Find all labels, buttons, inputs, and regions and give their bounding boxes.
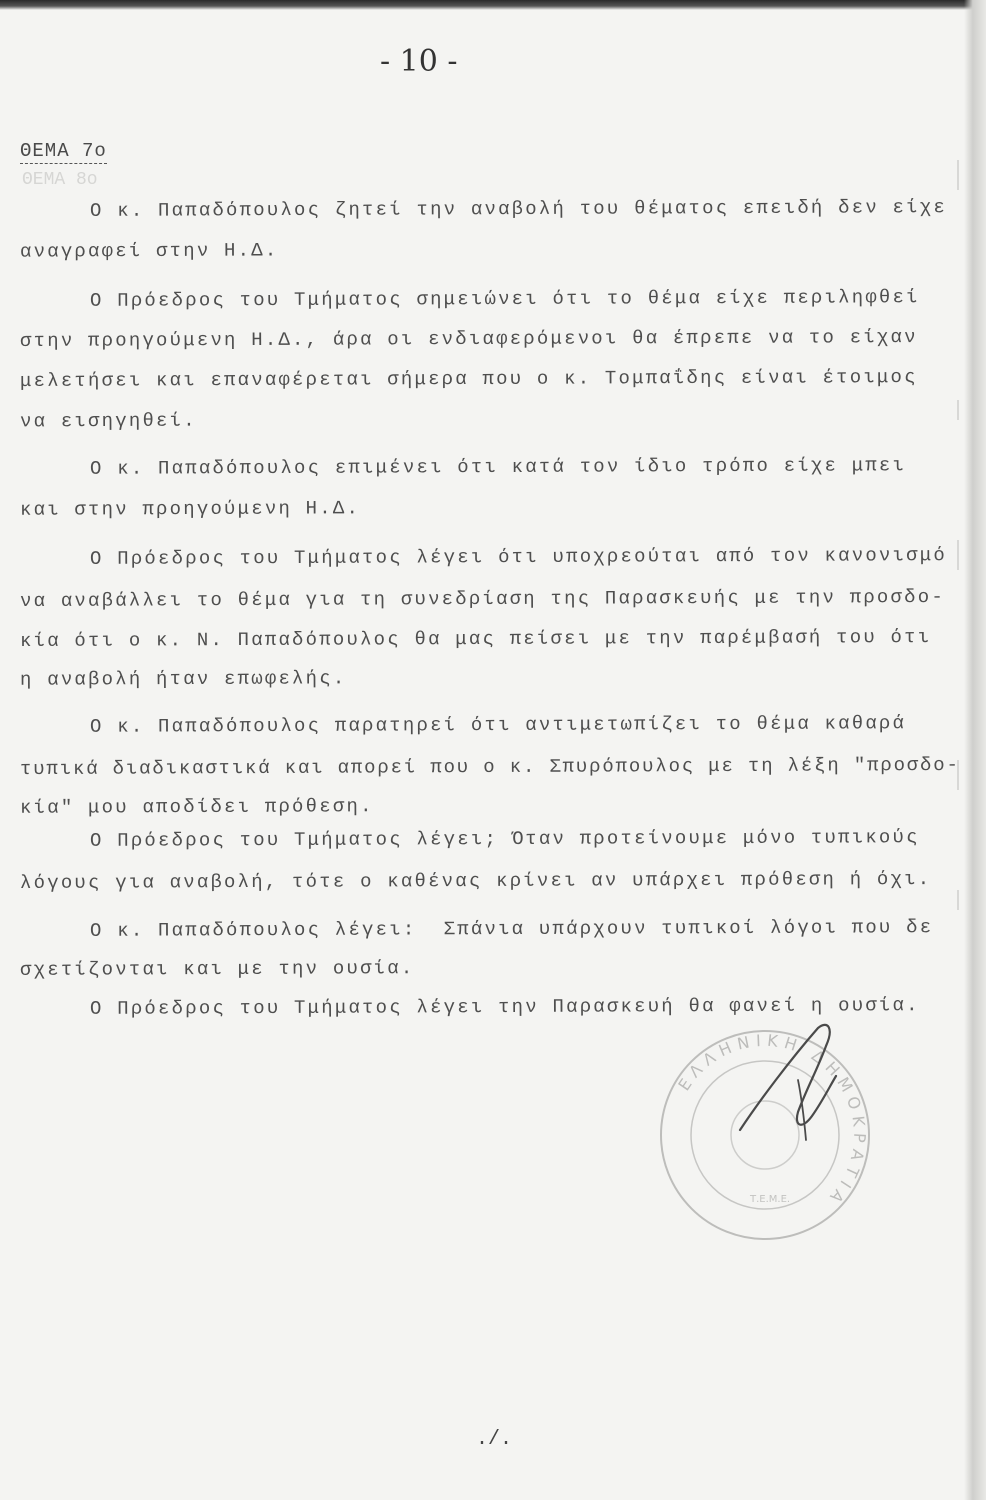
text-line: λόγους για αναβολή, τότε ο καθένας κρίνει αν υπάρχει πρόθεση ή όχι.: [19, 868, 932, 894]
text-line: και στην προηγούμενη Η.Δ.: [19, 497, 361, 521]
text-line: κία" μου αποδίδει πρόθεση.: [19, 795, 374, 819]
text-line: Ο Πρόεδρος του Τμήματος λέγει; Όταν προτείνουμε μόνο τυπικούς: [89, 826, 920, 852]
text-line: στην προηγούμενη Η.Δ., άρα οι ενδιαφερόμενοι θα έπρεπε να το είχαν: [19, 326, 918, 352]
text-line: αναγραφεί στην Η.Δ.: [19, 239, 279, 263]
text-line: Ο κ. Παπαδόπουλος λέγει: Σπάνια υπάρχουν τυπικοί λόγοι που δε: [89, 916, 934, 942]
margin-marks: [952, 150, 964, 1250]
section-heading: ΘΕΜΑ 7ο: [20, 140, 107, 162]
text-line: Ο κ. Παπαδόπουλος παρατηρεί ότι αντιμετωπίζει το θέμα καθαρά: [89, 712, 907, 738]
text-line: Ο κ. Παπαδόπουλος επιμένει ότι κατά τον ίδιο τρόπο είχε μπει: [89, 454, 907, 480]
text-line: να αναβάλλει το θέμα για τη συνεδρίαση της Παρασκευής με την προσδο-: [19, 585, 945, 613]
scan-right-edge: [964, 0, 986, 1500]
text-line: τυπικά διαδικαστικά και απορεί που ο κ. Σπυρόπουλος με τη λέξη "προσδο-: [19, 753, 960, 781]
scan-top-edge: [0, 0, 986, 10]
svg-text:ΕΛΛΗΝΙΚΗ ΔΗΜΟΚΡΑΤΙΑ: ΕΛΛΗΝΙΚΗ ΔΗΜΟΚΡΑΤΙΑ: [674, 1030, 870, 1212]
text-line: Ο Πρόεδρος του Τμήματος λέγει ότι υποχρεούται από τον κανονισμό: [89, 544, 947, 570]
text-line: Ο κ. Παπαδόπουλος ζητεί την αναβολή του θέματος επειδή δεν είχε: [89, 196, 947, 222]
text-line: μελετήσει και επαναφέρεται σήμερα που ο κ. Τομπαΐδης είναι έτοιμος: [19, 366, 918, 392]
page-number: - 10 -: [380, 44, 458, 79]
handwritten-signature: [720, 1020, 870, 1150]
text-line: η αναβολή ήταν επωφελής.: [19, 667, 347, 691]
text-line: να εισηγηθεί.: [19, 409, 197, 433]
continuation-mark: ./.: [476, 1428, 513, 1451]
svg-text:Τ.Ε.Μ.Ε.: Τ.Ε.Μ.Ε.: [750, 1194, 791, 1205]
text-line: Ο Πρόεδρος του Τμήματος λέγει την Παρασκευή θα φανεί η ουσία.: [89, 994, 920, 1020]
text-line: σχετίζονται και με την ουσία.: [19, 957, 415, 981]
text-line: κία ότι ο κ. Ν. Παπαδόπουλος θα μας πείσει με την παρέμβασή του ότι: [19, 626, 932, 652]
text-line: Ο Πρόεδρος του Τμήματος σημειώνει ότι το θέμα είχε περιληφθεί: [89, 286, 920, 312]
show-through-text: ΘΕΜΑ 8ο: [22, 170, 98, 190]
